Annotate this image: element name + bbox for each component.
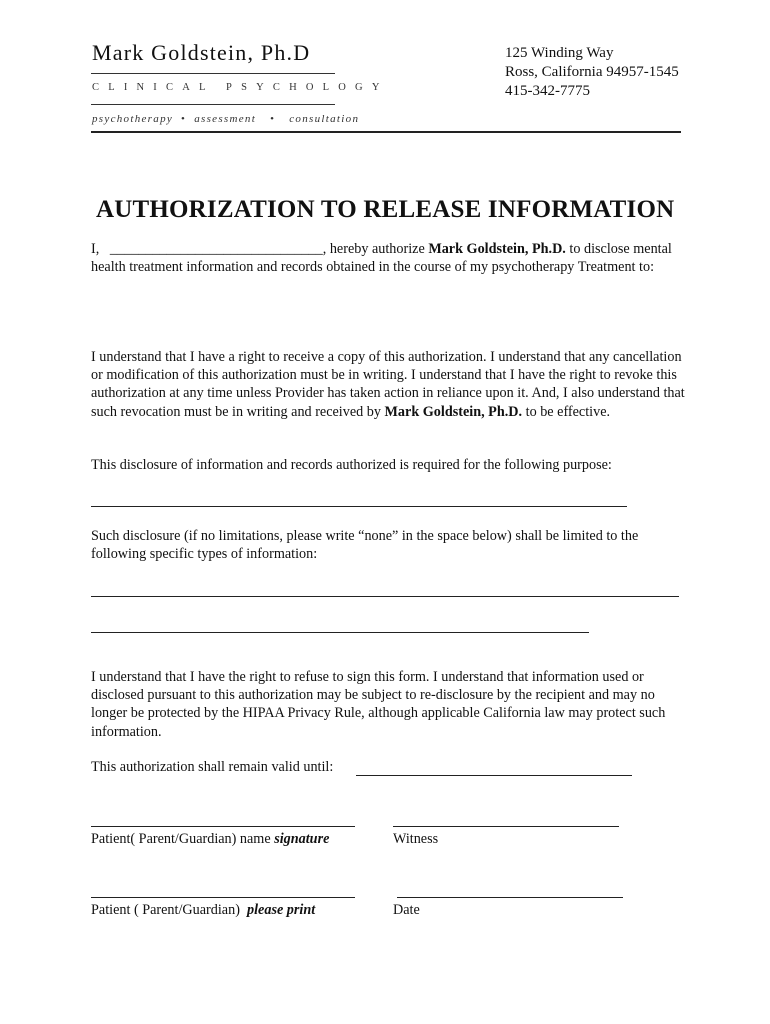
service-consultation: consultation (289, 113, 360, 125)
patient-name-blank[interactable]: ______________________________ (109, 241, 323, 257)
patient-signature-label-text: Patient( Parent/Guardian) name (91, 831, 275, 847)
provider-name: Mark Goldstein, Ph.D. (428, 241, 566, 257)
letterhead-divider (91, 104, 335, 105)
purpose-paragraph: This disclosure of information and records authorized is required for the following purpose: (91, 457, 612, 473)
info-types-blank-line-1[interactable] (91, 596, 679, 597)
authorization-paragraph (91, 240, 691, 276)
purpose-blank-line[interactable] (91, 506, 627, 507)
address-phone: 415-342-7775 (505, 83, 590, 99)
address-city: Ross, California 94957-1545 (505, 64, 679, 80)
refusal-paragraph: I understand that I have the right to refuse to sign this form. I understand that information used or disclosed pursuant to this authorization may be subject to re-disclosure by the recipient and may no longer be protected by the HIPAA Privacy Rule, although applicable California law may protect such information. (91, 669, 666, 740)
header-rule (91, 131, 681, 133)
document-title: AUTHORIZATION TO RELEASE INFORMATION (96, 196, 675, 223)
valid-until-blank-line[interactable] (356, 775, 632, 776)
date-label: Date (393, 902, 420, 918)
patient-signature-label (91, 831, 329, 848)
p1-suffix: to disclose mental health treatment information and records obtained in the course of my psychotherapy Treatment to: (91, 241, 672, 276)
p2-suffix: to be effective. (522, 403, 611, 420)
p1-prefix: I, (91, 241, 100, 257)
patient-print-label (91, 902, 315, 919)
bullet-separator: • (181, 113, 187, 125)
p1-mid: , hereby authorize (322, 241, 429, 257)
letterhead-name: Mark Goldstein, Ph.D (92, 40, 311, 65)
bullet-separator: • (270, 113, 276, 125)
rights-paragraph (91, 348, 691, 421)
print-emphasis: please print (247, 902, 316, 918)
patient-print-label-text: Patient ( Parent/Guardian) (91, 902, 248, 918)
witness-label: Witness (393, 831, 439, 847)
letterhead-specialty: CLINICAL PSYCHOLOGY (92, 82, 389, 93)
valid-until-label: This authorization shall remain valid until: (91, 759, 334, 775)
patient-print-line[interactable] (91, 897, 355, 898)
provider-name: Mark Goldstein, Ph.D. (384, 403, 523, 420)
p2-text: I understand that I have a right to receive a copy of this authorization. I understand that any cancellation or modification of this authorization must be in writing. I understand that I have the right to revoke this authorization at any time unless Provider has taken action in reliance upon it. And, I also understand that such revocation must be in writing and received by (91, 349, 685, 420)
letterhead-divider (91, 73, 335, 74)
service-psychotherapy: psychotherapy (92, 113, 174, 125)
service-assessment: assessment (194, 113, 257, 125)
letterhead-address (505, 44, 679, 101)
witness-signature-line[interactable] (393, 826, 619, 827)
date-line[interactable] (397, 897, 623, 898)
signature-emphasis: signature (274, 831, 330, 847)
limitations-paragraph: Such disclosure (if no limitations, please write “none” in the space below) shall be limited to the following specific types of information: (91, 528, 639, 563)
address-street: 125 Winding Way (505, 45, 614, 61)
patient-signature-line[interactable] (91, 826, 355, 827)
letterhead-services (92, 113, 359, 125)
info-types-blank-line-2[interactable] (91, 632, 589, 633)
